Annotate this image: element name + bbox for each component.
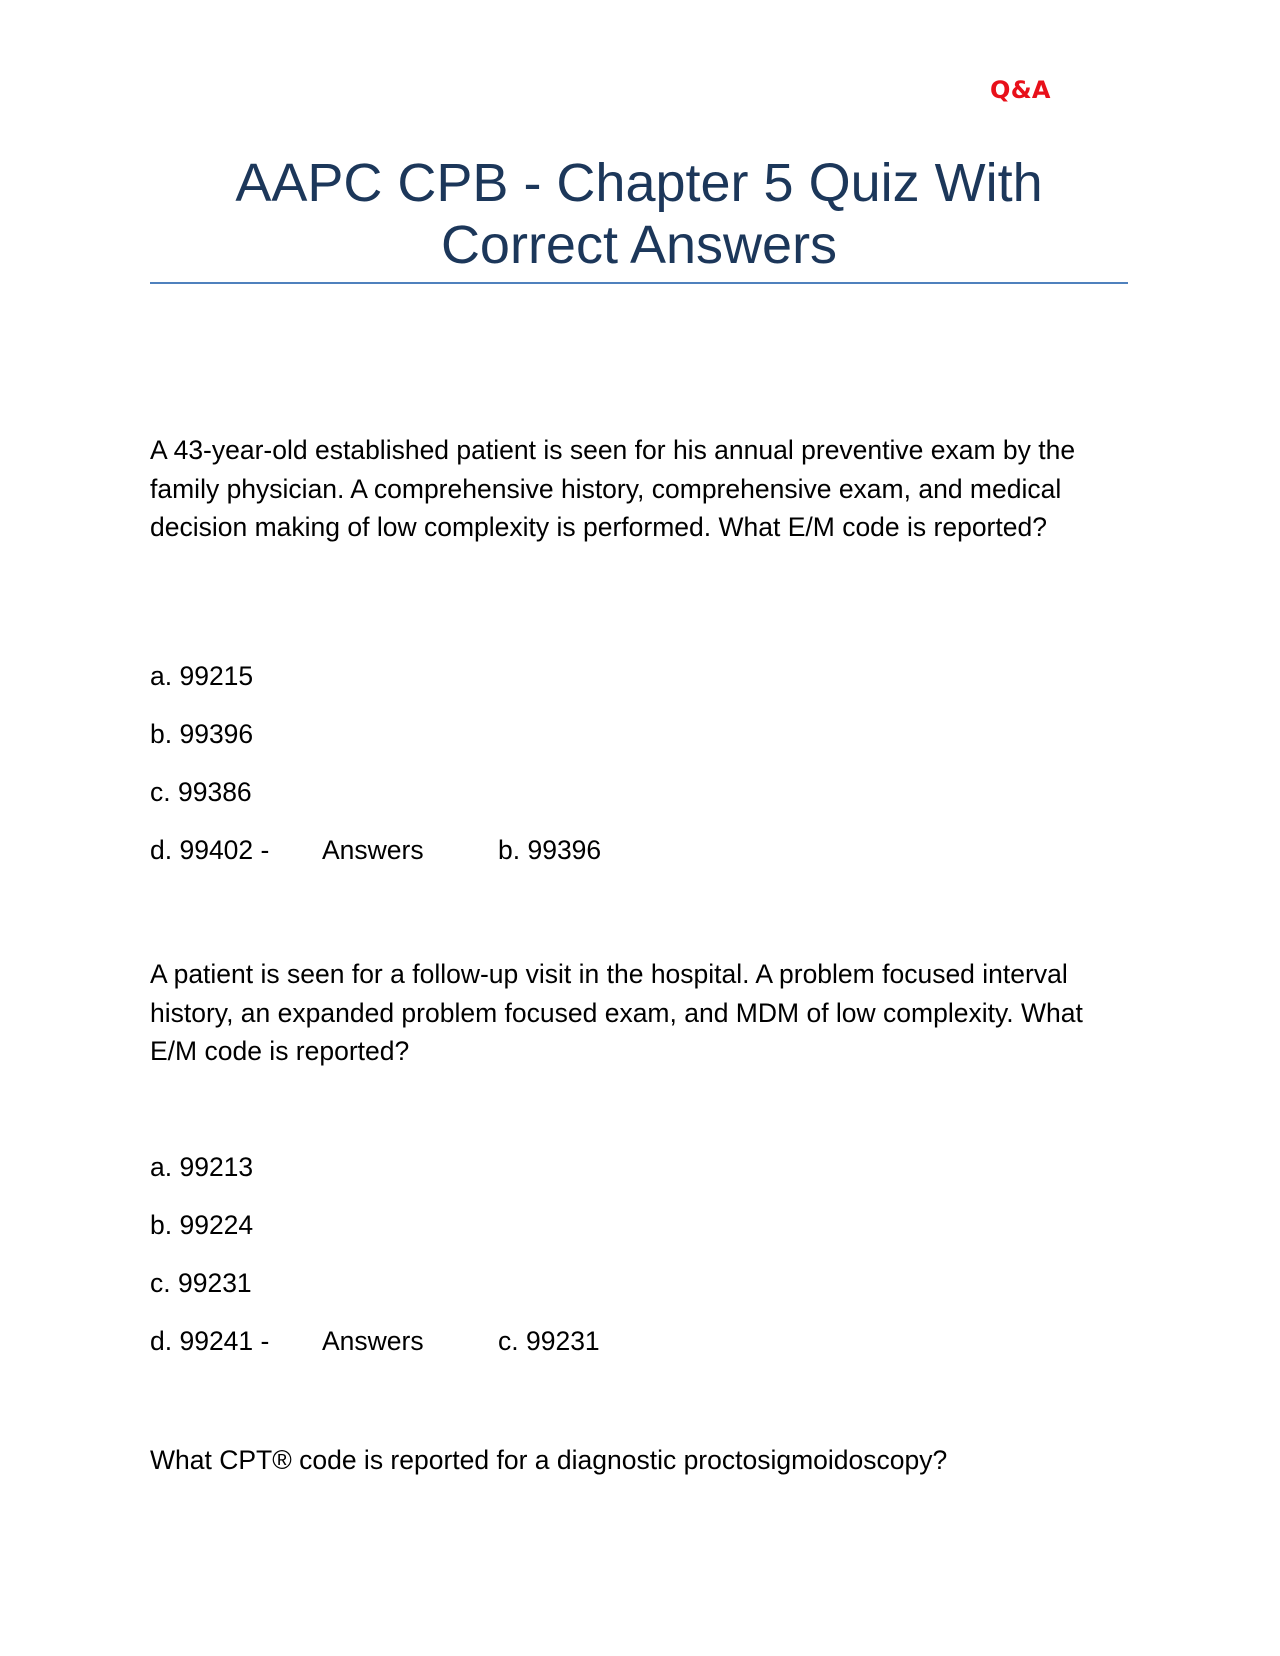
question-2-option-d <box>150 1325 600 1357</box>
question-1-option-a: a. 99215 <box>150 661 254 691</box>
question-2-text: A patient is seen for a follow-up visit in the hospital. A problem focused interval history, an expanded problem focused exam, and MDM of low complexity. What E/M code is reported? <box>150 959 1083 1066</box>
page-title: AAPC CPB - Chapter 5 Quiz With Correct Answers <box>235 153 1043 275</box>
question-1-option-d <box>150 834 602 866</box>
question-2-option-d-label: d. 99241 - <box>150 1326 270 1356</box>
question-2-option-a: a. 99213 <box>150 1152 254 1182</box>
qa-badge: Q&A <box>990 76 1051 104</box>
question-3-text: What CPT® code is reported for a diagnostic proctosigmoidoscopy? <box>150 1445 948 1475</box>
question-2-answer: c. 99231 <box>498 1326 600 1356</box>
question-1-answers-label: Answers <box>322 835 424 865</box>
question-1-answer: b. 99396 <box>498 835 602 865</box>
question-1-option-d-label: d. 99402 - <box>150 835 270 865</box>
question-2-answers-label: Answers <box>322 1326 424 1356</box>
question-1-text: A 43-year-old established patient is seen for his annual preventive exam by the family physician. A comprehensive history, comprehensive exam, and medical decision making of low complexity is performed. What E/M code is reported? <box>150 435 1076 542</box>
question-1-option-c: c. 99386 <box>150 777 252 807</box>
title-underline <box>150 282 1128 284</box>
question-2-option-b: b. 99224 <box>150 1210 254 1240</box>
question-1-option-b: b. 99396 <box>150 719 254 749</box>
question-2-option-c: c. 99231 <box>150 1268 252 1298</box>
